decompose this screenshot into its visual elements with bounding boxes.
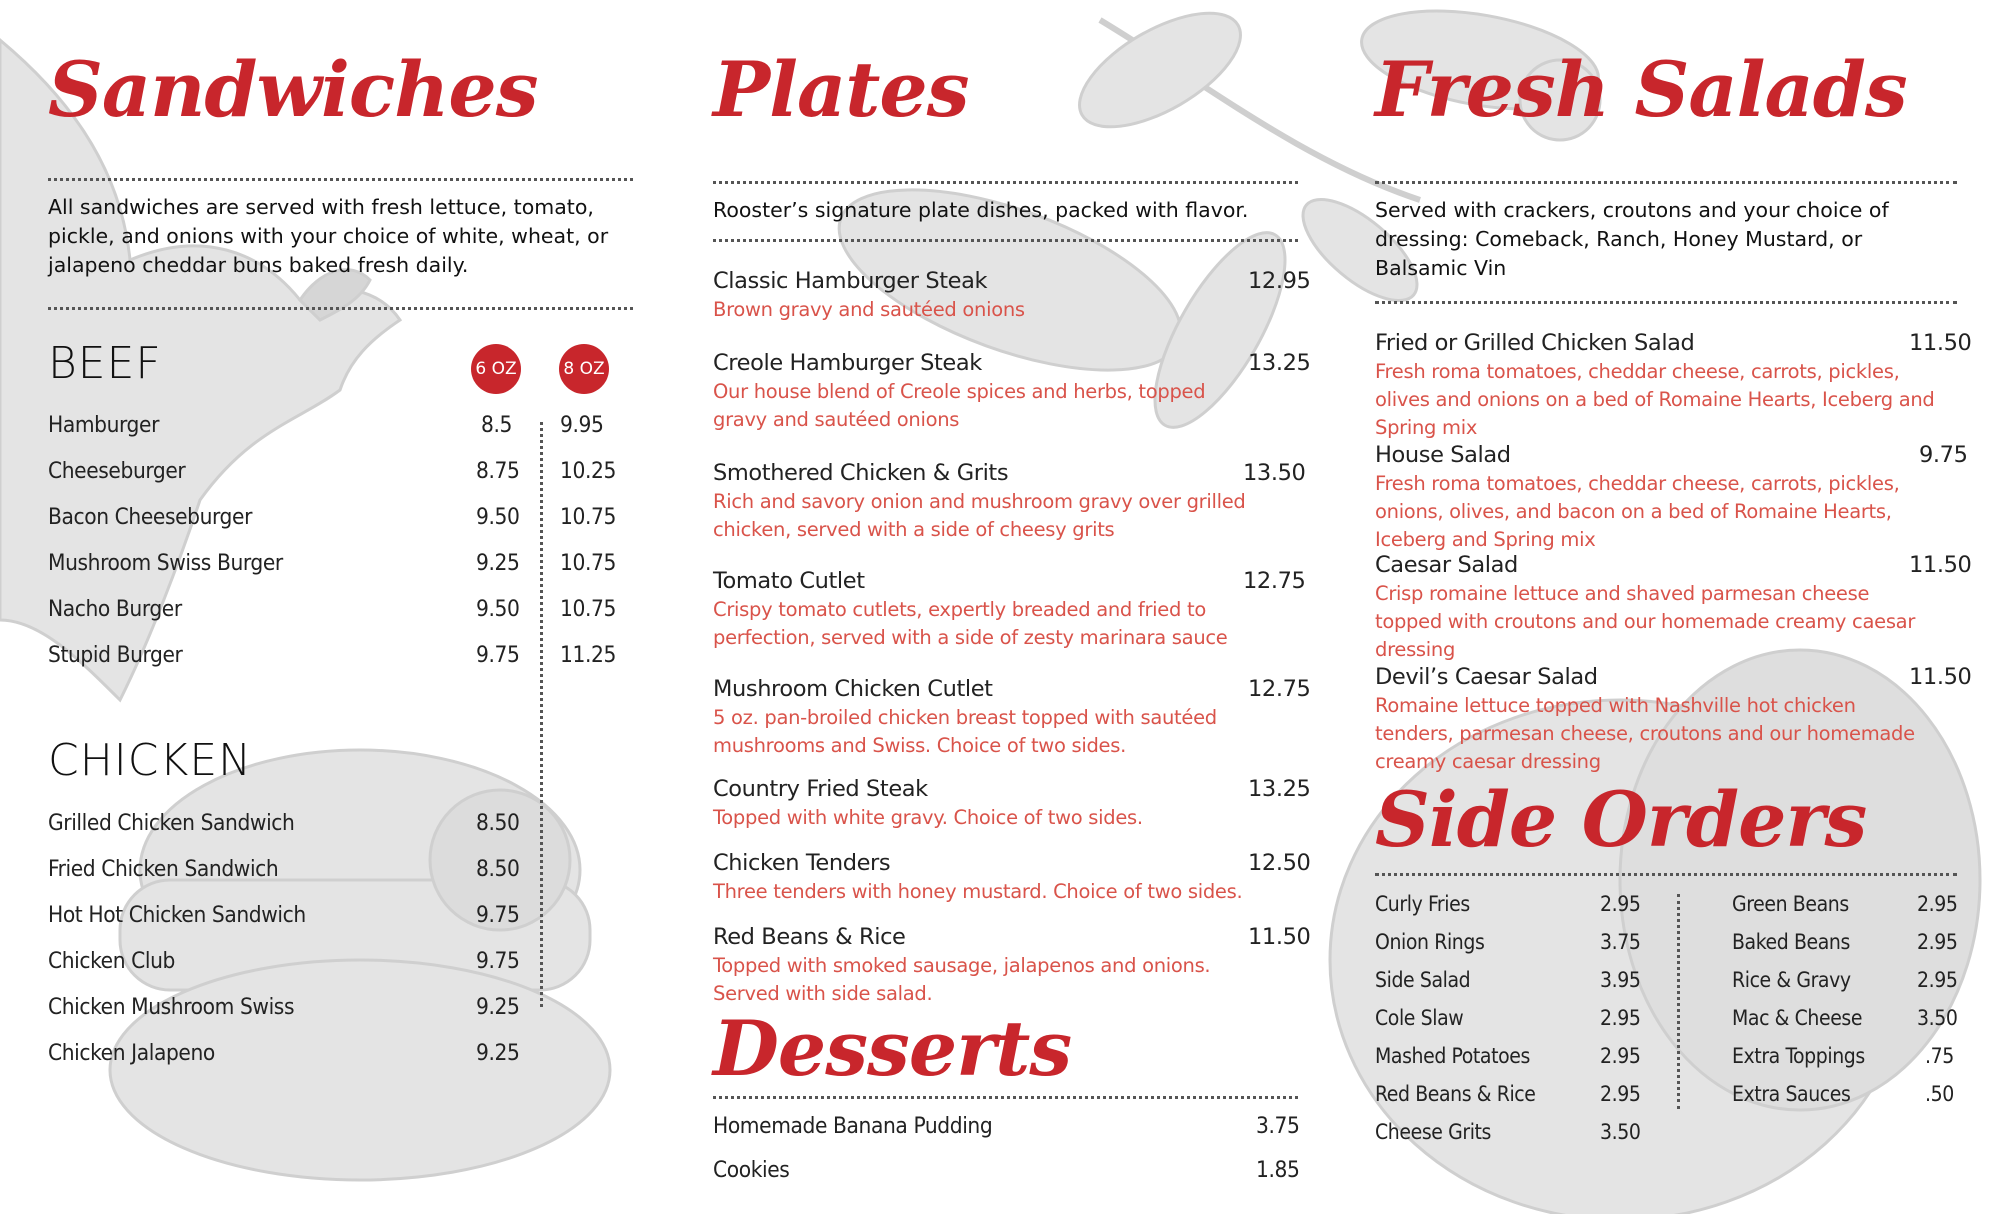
salads-intro: Served with crackers, croutons and your choice of dressing: Comeback, Ranch, Honey Mustard, or Balsamic Vin xyxy=(1375,198,1889,280)
list-item: Stupid Burger 9.75 11.25 xyxy=(48,642,616,668)
list-item: Red Beans & Rice 2.95 xyxy=(1375,1082,1641,1106)
sides-left-list xyxy=(1375,892,1665,1158)
list-item: Country Fried Steak 13.25 Topped with white gravy. Choice of two sides. xyxy=(713,776,1311,829)
list-item: Tomato Cutlet 12.75 Crispy tomato cutlets, expertly breaded and fried to perfection, served with a side of zesty marinara sauce xyxy=(713,568,1306,649)
list-item: Chicken Mushroom Swiss 9.25 xyxy=(48,994,520,1020)
list-item: Cheeseburger 8.75 10.25 xyxy=(48,458,616,484)
plates-intro: Rooster’s signature plate dishes, packed with flavor. xyxy=(713,198,1249,222)
list-item: Chicken Club 9.75 xyxy=(48,948,520,974)
list-item: Smothered Chicken & Grits 13.50 Rich and savory onion and mushroom gravy over grilled chicken, served with a side of cheesy grits xyxy=(713,460,1306,541)
plates-section xyxy=(713,40,1311,1201)
list-item: Hamburger 8.5 9.95 xyxy=(48,412,604,438)
list-item: Chicken Tenders 12.50 Three tenders with honey mustard. Choice of two sides. xyxy=(713,850,1311,903)
beef-list xyxy=(48,412,633,688)
list-item: Mashed Potatoes 2.95 xyxy=(1375,1044,1641,1068)
list-item: Creole Hamburger Steak 13.25 Our house blend of Creole spices and herbs, topped gravy and sautéed onions xyxy=(713,350,1311,431)
list-item: Extra Toppings .75 xyxy=(1732,1044,1954,1068)
plates-title: Plates xyxy=(713,45,969,134)
salads-title: Fresh Salads xyxy=(1375,45,1907,134)
list-item: House Salad 9.75 Fresh roma tomatoes, cheddar cheese, carrots, pickles, onions, olives, and bacon on a bed of Romaine Hearts, Iceberg and Spring mix xyxy=(1375,442,1968,551)
sandwiches-section xyxy=(48,40,633,1066)
list-item: Homemade Banana Pudding 3.75 xyxy=(713,1113,1300,1139)
divider xyxy=(1375,301,1957,304)
list-item: Classic Hamburger Steak 12.95 Brown gravy and sautéed onions xyxy=(713,268,1311,321)
list-item: Extra Sauces .50 xyxy=(1732,1082,1954,1106)
list-item: Onion Rings 3.75 xyxy=(1375,930,1641,954)
list-item: Grilled Chicken Sandwich 8.50 xyxy=(48,810,520,836)
list-item: Bacon Cheeseburger 9.50 10.75 xyxy=(48,504,616,530)
beef-heading: BEEF xyxy=(48,338,162,389)
salads-list xyxy=(1375,328,1972,792)
list-item: Rice & Gravy 2.95 xyxy=(1732,968,1958,992)
list-item: Fried or Grilled Chicken Salad 11.50 Fresh roma tomatoes, cheddar cheese, carrots, pickles, olives and onions on a bed of Romaine Hearts, Iceberg and Spring mix xyxy=(1375,330,1972,439)
desserts-list xyxy=(713,1113,1303,1201)
list-item: Baked Beans 2.95 xyxy=(1732,930,1958,954)
list-item: Devil’s Caesar Salad 11.50 Romaine lettuce topped with Nashville hot chicken tenders, parmesan cheese, croutons and our homemade creamy caesar dressing xyxy=(1375,664,1972,773)
divider xyxy=(48,178,633,181)
salads-section xyxy=(1375,40,1972,1146)
divider xyxy=(713,1096,1298,1099)
sides-divider xyxy=(1677,894,1680,1109)
list-item: Fried Chicken Sandwich 8.50 xyxy=(48,856,520,882)
plates-list xyxy=(713,266,1311,1005)
chicken-list xyxy=(48,810,633,1086)
side-orders-title: Side Orders xyxy=(1375,775,1867,864)
list-item: Chicken Jalapeno 9.25 xyxy=(48,1040,520,1066)
divider xyxy=(713,239,1298,242)
list-item: Mac & Cheese 3.50 xyxy=(1732,1006,1958,1030)
sandwiches-intro: All sandwiches are served with fresh lettuce, tomato, pickle, and onions with your choice of white, wheat, or jalapeno cheddar buns baked fresh daily. xyxy=(48,195,609,277)
sandwiches-title: Sandwiches xyxy=(48,45,538,134)
list-item: Cole Slaw 2.95 xyxy=(1375,1006,1641,1030)
divider xyxy=(713,181,1298,184)
side-orders-list xyxy=(1375,876,1957,1146)
list-item: Cheese Grits 3.50 xyxy=(1375,1120,1641,1144)
size-6oz-badge: 6 OZ xyxy=(471,344,521,394)
chicken-heading: CHICKEN xyxy=(48,735,253,786)
size-8oz-badge: 8 OZ xyxy=(559,344,609,394)
list-item: Caesar Salad 11.50 Crisp romaine lettuce and shaved parmesan cheese topped with croutons and our homemade creamy caesar dressing xyxy=(1375,552,1972,661)
list-item: Hot Hot Chicken Sandwich 9.75 xyxy=(48,902,520,928)
list-item: Mushroom Chicken Cutlet 12.75 5 oz. pan-broiled chicken breast topped with sautéed mushrooms and Swiss. Choice of two sides. xyxy=(713,676,1311,757)
list-item: Curly Fries 2.95 xyxy=(1375,892,1641,916)
list-item: Side Salad 3.95 xyxy=(1375,968,1641,992)
sides-right-list xyxy=(1732,892,1957,1120)
list-item: Green Beans 2.95 xyxy=(1732,892,1958,916)
list-item: Nacho Burger 9.50 10.75 xyxy=(48,596,616,622)
list-item: Red Beans & Rice 11.50 Topped with smoked sausage, jalapenos and onions. Served with side salad. xyxy=(713,924,1311,1005)
divider xyxy=(1375,181,1957,184)
desserts-title: Desserts xyxy=(713,1004,1072,1093)
list-item: Cookies 1.85 xyxy=(713,1157,1300,1183)
list-item: Mushroom Swiss Burger 9.25 10.75 xyxy=(48,550,616,576)
